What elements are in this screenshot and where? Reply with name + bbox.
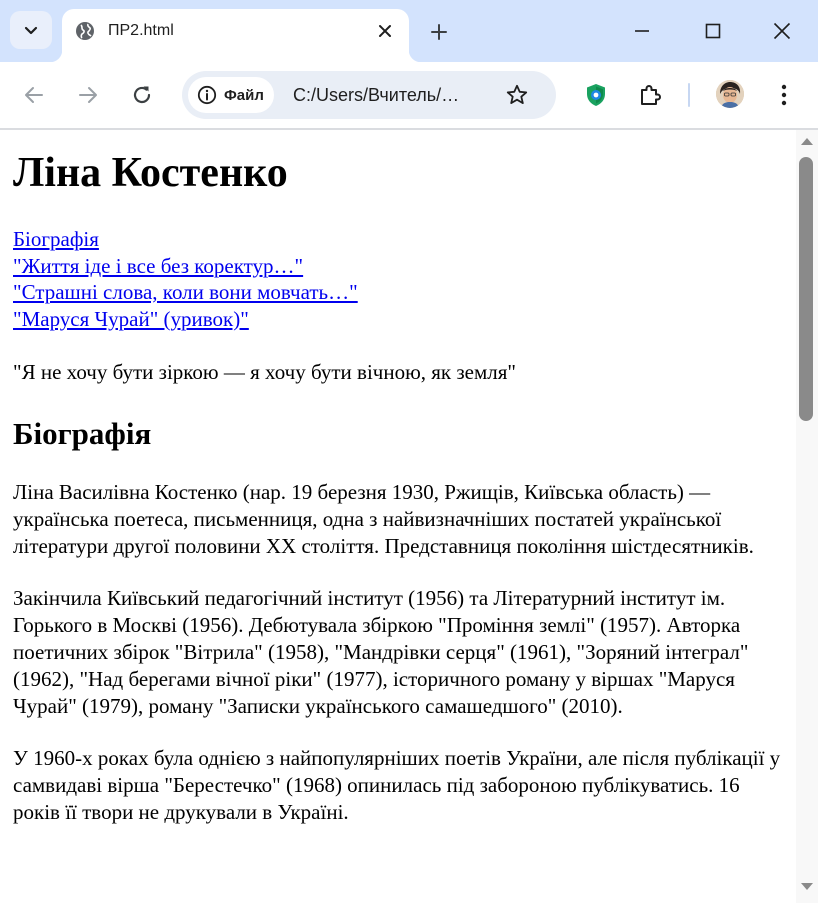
reload-button[interactable]	[126, 79, 158, 111]
browser-toolbar	[0, 62, 818, 128]
tab-strip	[0, 0, 818, 62]
tab-close-button[interactable]	[373, 19, 397, 43]
scroll-down-arrow-icon	[800, 882, 814, 892]
scrollbar-thumb[interactable]	[799, 157, 813, 421]
forward-icon	[77, 84, 99, 106]
page-viewport	[0, 130, 796, 903]
back-icon	[23, 84, 45, 106]
profile-avatar-icon	[716, 80, 744, 108]
avatar[interactable]	[716, 80, 744, 108]
scroll-up-arrow-icon	[800, 136, 814, 146]
page-nav	[13, 226, 783, 332]
bookmark-button[interactable]	[504, 82, 530, 108]
biography-paragraph-2: Закінчила Київський педагогічний інститут (1956) та Літературний інститут ім. Горького в Москві (1956). Дебютувала збіркою "Проміння землі" (1957). Авторка поетичних збірок "Вітрила" (1958), "Мандрівки серця" (1961), "Зоряний інтеграл" (1962), "Над берегами вічної ріки" (1977), історичного роману у віршах "Маруся Чурай" (1979), роману "Записки українського самашедшого" (2010).	[13, 586, 749, 718]
chevron-down-icon	[23, 22, 39, 38]
site-info-label: Файл	[224, 86, 264, 104]
back-button[interactable]	[18, 79, 50, 111]
page-content	[0, 149, 796, 826]
nav-link-poem-3[interactable]: "Маруся Чурай" (уривок)"	[13, 306, 249, 331]
scroll-up-button[interactable]	[796, 136, 818, 152]
browser-menu-button[interactable]	[768, 79, 800, 111]
minimize-button[interactable]	[627, 16, 657, 46]
page-title: Ліна Костенко	[13, 150, 288, 196]
toolbar-separator	[688, 83, 690, 107]
close-window-icon	[773, 22, 791, 40]
minimize-icon	[634, 23, 650, 39]
address-bar[interactable]	[182, 71, 556, 119]
puzzle-icon	[638, 83, 662, 107]
page-scrollbar[interactable]	[796, 130, 818, 903]
url-text[interactable]: C:/Users/Вчитель/…	[293, 85, 460, 105]
extensions-button[interactable]	[634, 79, 666, 111]
biography-paragraph-3: У 1960-х роках була однією з найпопулярніших поетів України, але після публікації у самвидаві вірша "Берестечко" (1968) опинилась під забороною публікуватись. 16 років її твори не друкували в Україні.	[13, 746, 781, 824]
star-icon	[505, 83, 529, 107]
scroll-down-button[interactable]	[796, 882, 818, 898]
globe-icon	[75, 21, 95, 41]
active-tab[interactable]	[62, 9, 409, 62]
site-info-chip[interactable]	[188, 77, 274, 113]
tab-search-button[interactable]	[10, 11, 52, 49]
kebab-menu-icon	[781, 84, 787, 106]
info-icon	[197, 85, 217, 105]
maximize-icon	[705, 23, 721, 39]
epigraph-quote: "Я не хочу бути зіркою — я хочу бути вічною, як земля"	[13, 360, 517, 384]
close-window-button[interactable]	[767, 16, 797, 46]
biography-heading: Біографія	[13, 416, 152, 451]
shield-extension-icon	[583, 82, 609, 108]
maximize-button[interactable]	[698, 16, 728, 46]
reload-icon	[131, 84, 153, 106]
tab-title: ПР2.html	[108, 22, 174, 39]
nav-link-poem-1[interactable]: "Життя іде і все без коректур…"	[13, 253, 304, 278]
plus-icon	[430, 23, 448, 41]
biography-paragraph-1: Ліна Василівна Костенко (нар. 19 березня 1930, Ржищів, Київська область) — українська поетеса, письменниця, одна з найвизначніших постатей української літератури другої половини XX століття. Представниця покоління шістдесятників.	[13, 480, 754, 558]
nav-link-biography[interactable]: Біографія	[13, 227, 99, 251]
forward-button[interactable]	[72, 79, 104, 111]
nav-link-poem-2[interactable]: "Страшні слова, коли вони мовчать…"	[13, 280, 358, 304]
close-icon	[378, 24, 392, 38]
new-tab-button[interactable]	[426, 19, 452, 45]
extension-shield-button[interactable]	[580, 79, 612, 111]
